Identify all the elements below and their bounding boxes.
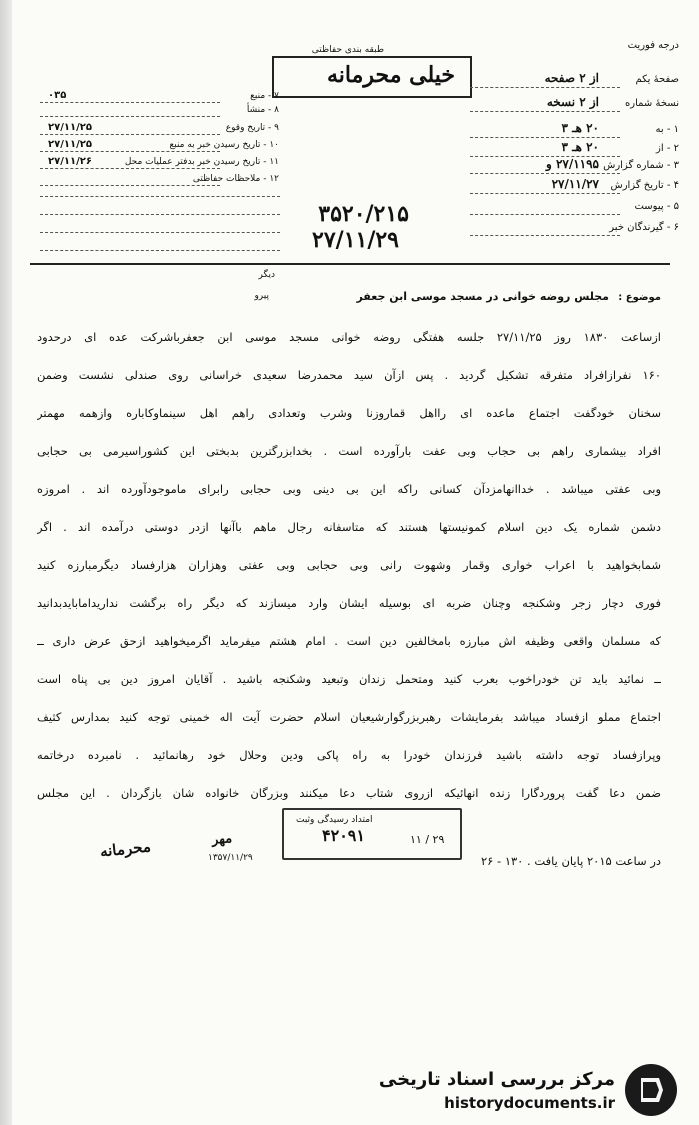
archive-logo-icon xyxy=(625,1064,677,1116)
right-field-label: ۲ - از xyxy=(656,143,679,154)
left-blank-rule xyxy=(40,232,280,233)
urgency-label: درجه فوریت xyxy=(627,40,679,51)
left-field-label: ۷ - منبع xyxy=(250,91,279,101)
body-line: دشمن شماره یک دین اسلام کمونیستها هستند که متاسفانه رجال ماهم باآنها ازدر دوستی درآمده اند . اگر xyxy=(37,520,661,534)
left-field-value: ۰۳۵ xyxy=(48,90,67,101)
left-field-rule xyxy=(40,151,220,152)
side-note-line2: پیرو xyxy=(254,291,269,301)
body-line: در ساعت ۲۰۱۵ پایان یافت . ۱۳۰ - ۲۶ xyxy=(481,854,661,868)
right-field-value: ۲۰ هـ ۳ xyxy=(561,140,599,154)
body-line: که مسلمان واقعی وظیفه اش مبارزه بامخالفین دین است . امام هشتم میفرماید اگرمیخواهید ازحق عرض داری ــ xyxy=(37,634,661,648)
left-field-rule xyxy=(40,168,220,169)
right-field-value: از ۲ نسخه xyxy=(546,95,599,109)
left-field-value: ۲۷/۱۱/۲۵ xyxy=(48,139,92,150)
registration-stamp-number: ۴۲۰۹۱ xyxy=(322,826,365,845)
archive-website: historydocuments.ir xyxy=(444,1094,615,1112)
registration-stamp-date: ۲۹ / ۱۱ xyxy=(410,833,445,846)
right-field-label: ۵ - پیوست xyxy=(634,201,679,212)
handwritten-reference-number: ۳۵۲۰/۲۱۵ xyxy=(318,201,409,227)
signature-left: مهر xyxy=(211,831,233,848)
left-field-value: ۲۷/۱۱/۲۵ xyxy=(48,122,92,133)
left-blank-rule xyxy=(40,250,280,251)
body-line: ازساعت ۱۸۳۰ روز ۲۷/۱۱/۲۵ جلسه هفتگی روضه خوانی مسجد موسی ابن جعفرباشرکت عده ای درحدود xyxy=(37,330,661,344)
right-field-rule xyxy=(470,193,620,194)
left-field-label: ۹ - تاریخ وقوع xyxy=(225,123,279,133)
right-field-label: ۱ - به xyxy=(655,124,679,135)
right-field-label: ۴ - تاریخ گزارش xyxy=(610,180,679,191)
body-line: افراد بیشماری راهم بی حجاب وبی عفت بارآورده است . بخدابزرگترین بدبختی این کشوراسیرمی بی حجابی xyxy=(37,444,661,458)
body-line: شمابخواهید با اعراب خواری وقمار وشهوت رانی وبی حجابی وبی عفتی وهزاران هزارفساد دیگرمبارزه کنید xyxy=(37,558,661,572)
right-field-value: ۲۰ هـ ۳ xyxy=(561,121,599,135)
classification-stamp-value: خیلی محرمانه xyxy=(326,62,455,88)
registration-stamp-line1: امتداد رسیدگی وثبت xyxy=(296,815,373,825)
body-line: فوری دچار زجر وشکنجه وچنان ضربه ای بوسیله ایشان وارد میسازند که دیگر راه برگشت نداریدامابایدبدانید xyxy=(37,596,661,610)
left-field-label: ۱۰ - تاریخ رسیدن خبر به منبع xyxy=(169,140,279,150)
stamp-title: طبقه بندی حفاظتی xyxy=(311,45,384,55)
subject-label: موضوع : xyxy=(618,292,661,303)
right-field-label: نسخهٔ شماره xyxy=(625,98,679,109)
right-field-value: از ۲ صفحه xyxy=(544,71,599,85)
right-field-value: ۲۷/۱۱۹۵ و xyxy=(545,157,599,171)
footer-watermark xyxy=(205,1058,685,1118)
left-blank-rule xyxy=(40,196,280,197)
body-line: ضمن دعا گفت پروردگارا زنده انهائیکه ازروی شتاب دعا میکنند وبزرگان خانواده شان بازگردان . این مجلس xyxy=(37,786,661,800)
body-line: اجتماع مملو ازفساد میباشد بفرمایشات رهبربزرگوارشیعیان اسلام حضرت آیت اله خمینی توجه کنید بمدارس کثیف xyxy=(37,710,661,724)
left-field-label: ۱۱ - تاریخ رسیدن خبر بدفتر عملیات محل xyxy=(124,157,279,167)
archive-logo-shape xyxy=(625,1064,677,1116)
archive-org-name: مرکز بررسی اسناد تاریخی xyxy=(378,1069,615,1090)
right-field-rule xyxy=(470,87,620,88)
right-field-label: صفحهٔ یکم xyxy=(635,74,679,85)
right-field-rule xyxy=(470,173,620,174)
body-line: ۱۶۰ نفرازافراد متفرقه تشکیل گردید . پس ازآن سید محمدرضا سعیدی خراسانی روی صندلی نشست وضمن xyxy=(37,368,661,382)
right-field-rule xyxy=(470,214,620,215)
right-field-value: ۲۷/۱۱/۲۷ xyxy=(551,177,599,191)
right-field-label: ۶ - گیرندگان خبر xyxy=(609,222,679,233)
left-field-rule xyxy=(40,134,220,135)
left-blank-rule xyxy=(40,214,280,215)
left-field-rule xyxy=(40,116,220,117)
body-line: ــ نمائید باید تن خودراخوب بعرب کنید ومتحمل زندان وتبعید وشکنجه باشید . آقایان امروز دین بی پناه است xyxy=(37,672,661,686)
body-line: وپرازفساد توجه داشته باشید فرزندان خودرا به راه پاکی ودین وحلال خود رهانمائید . نامبرده درخاتمه xyxy=(37,748,661,762)
signature-date: ۱۳۵۷/۱۱/۲۹ xyxy=(208,853,253,863)
side-note-line1: دیگر xyxy=(258,270,275,280)
left-field-label: ۸ - منشأ xyxy=(246,105,279,115)
header-divider xyxy=(30,263,670,265)
left-field-label: ۱۲ - ملاحظات حفاظتی xyxy=(192,174,279,184)
body-line: وبی عفتی میباشد . خداانهامزدآن کسانی راکه این بی دینی وبی حجابی رابرای ماموجودآورده اند . امروزه xyxy=(37,482,661,496)
right-field-rule xyxy=(470,137,620,138)
signature-right: محرمانه xyxy=(99,837,152,861)
left-field-value: ۲۷/۱۱/۲۶ xyxy=(48,156,92,167)
right-field-label: ۳ - شماره گزارش xyxy=(603,160,679,171)
subject-text: مجلس روضه خوانی در مسجد موسی ابن جعفر xyxy=(356,290,609,303)
left-field-rule xyxy=(40,102,220,103)
left-field-rule xyxy=(40,185,220,186)
body-line: سخنان خودگفت اجتماع ماعده ای رااهل قماروزنا وشرب وتعدادی راهم اهل سینماوکاباره وازهمه مهمتر xyxy=(37,406,661,420)
right-field-rule xyxy=(470,111,620,112)
handwritten-reference-date: ۲۷/۱۱/۲۹ xyxy=(312,227,399,253)
right-field-rule xyxy=(470,235,620,236)
